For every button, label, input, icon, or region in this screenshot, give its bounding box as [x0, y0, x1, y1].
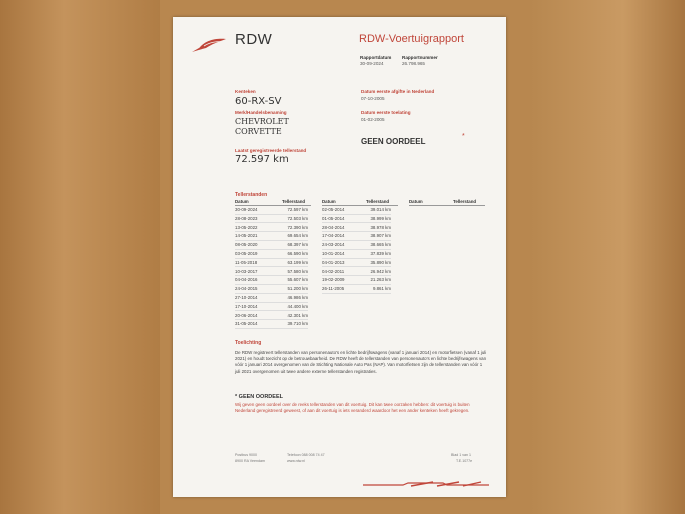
- reading-odometer: 38.665 km: [370, 242, 391, 248]
- report-page: [173, 17, 506, 497]
- reading-odometer: 46.986 km: [287, 295, 308, 300]
- reading-date: 30-09-2024: [235, 207, 258, 212]
- reading-date: 04-01-2013: [322, 259, 345, 265]
- reading-date: 04-04-2016: [235, 277, 258, 283]
- reading-date: 20-06-2014: [235, 312, 258, 318]
- footer-address-1: Postbus 9000: [235, 453, 257, 457]
- row-divider: [322, 222, 391, 223]
- col2-odo-header: Tellerstand: [366, 199, 390, 204]
- reading-odometer: 38.999 km: [370, 215, 391, 221]
- report-number-value: 26.798.965: [402, 61, 425, 66]
- reading-date: 24-03-2014: [322, 242, 345, 248]
- footer-web: www.rdw.nl: [287, 459, 305, 463]
- reading-date: 31-05-2014: [235, 321, 258, 327]
- footer-address-2: 8900 RA Veendam: [235, 459, 265, 463]
- footer-phone: Telefoon 088 008 74 47: [287, 453, 325, 457]
- row-divider: [235, 302, 308, 303]
- verdict-explanation: Wij geven geen oordeel over de reeks tellerstanden van dit voertuig. Dit kan twee oorzaken hebben: dit voertuig is buiten Nederland geregistreerd geweest, of aan dit voertuig is iets veranderd waardoor het een ander kenteken heeft gekregen.: [235, 402, 470, 414]
- make-label: Merk/Handelsbenaming: [235, 110, 287, 115]
- reading-date: 02-05-2014: [322, 207, 345, 212]
- reading-odometer: 55.607 km: [287, 277, 308, 283]
- reading-odometer: 72.390 km: [287, 224, 308, 230]
- row-divider: [322, 240, 391, 241]
- reading-date: 11-05-2018: [235, 259, 258, 265]
- report-date-value: 30-09-2024: [360, 61, 384, 66]
- row-divider: [235, 275, 308, 276]
- row-divider: [235, 222, 308, 223]
- explanation-body: De RDW registreert tellerstanden van personenauto's en lichte bedrijfswagens (vanaf 1 januari 2014) en motorfietsen (vanaf 1 juli 2021) en houdt toezicht op de betrouwbaarheid. De RDW heeft de tellerstanden van personenauto's en lichte bedrijfswagens van vóór 1 januari 2014 overgenomen van de Stichting Nationale Auto Pas (NAP). Van motorfietsen zijn de tellerstanden van vóór 1 juli 2021 overgenomen uit twee andere externe tellerstanden registraties.: [235, 350, 487, 374]
- report-number-label: Rapportnummer: [402, 55, 438, 60]
- footer-code: T.E.1077e: [456, 459, 473, 463]
- make-value: CHEVROLET: [235, 117, 289, 126]
- reading-date: 13-05-2022: [235, 224, 258, 230]
- reading-date: 26-11-2005: [322, 286, 345, 292]
- row-divider: [235, 266, 308, 267]
- reading-date: 28-04-2014: [322, 224, 345, 230]
- row-divider: [322, 231, 391, 232]
- col3-divider: [409, 205, 485, 206]
- plate-label: Kenteken: [235, 89, 256, 94]
- reading-date: 10-03-2017: [235, 268, 258, 274]
- col3-date-header: Datum: [409, 199, 423, 204]
- reading-date: 01-05-2014: [322, 215, 345, 221]
- row-divider: [322, 293, 391, 294]
- row-divider: [235, 319, 308, 320]
- report-title: RDW-Voertuigrapport: [359, 33, 464, 45]
- model-value: CORVETTE: [235, 127, 282, 136]
- reading-date: 03-05-2019: [235, 251, 258, 256]
- odometer-label: Laatst geregistreerde tellerstand: [235, 148, 307, 153]
- row-divider: [235, 231, 308, 232]
- wooden-table-left: [0, 0, 160, 514]
- row-divider: [235, 328, 308, 329]
- reading-odometer: 39.014 km: [370, 207, 391, 212]
- first-registration-nl-label: Datum eerste afgifte in Nederland: [361, 89, 435, 94]
- reading-date: 10-01-2014: [322, 251, 345, 256]
- reading-date: 08-05-2020: [235, 242, 258, 248]
- col2-divider: [322, 205, 398, 206]
- col3-odo-header: Tellerstand: [453, 199, 477, 204]
- reading-odometer: 38.907 km: [370, 233, 391, 239]
- row-divider: [322, 214, 391, 215]
- reading-odometer: 38.978 km: [370, 224, 391, 230]
- reading-date: 28-08-2023: [235, 215, 258, 221]
- row-divider: [322, 275, 391, 276]
- col1-odo-header: Tellerstand: [282, 199, 306, 204]
- odometer-value: 72.597 km: [235, 154, 289, 165]
- row-divider: [235, 249, 308, 250]
- row-divider: [235, 240, 308, 241]
- reading-date: 27-10-2014: [235, 295, 258, 300]
- first-registration-nl-value: 07-10-2005: [361, 96, 385, 101]
- brand-name: RDW: [235, 31, 273, 48]
- reading-odometer: 51.200 km: [287, 286, 308, 292]
- row-divider: [322, 258, 391, 259]
- row-divider: [322, 249, 391, 250]
- reading-odometer: 68.397 km: [287, 242, 308, 248]
- verdict-heading: * GEEN OORDEEL: [235, 394, 283, 400]
- row-divider: [235, 293, 308, 294]
- row-divider: [235, 284, 308, 285]
- reading-odometer: 42.301 km: [287, 312, 308, 318]
- verdict-asterisk: *: [462, 133, 465, 140]
- row-divider: [235, 258, 308, 259]
- reading-odometer: 66.590 km: [287, 251, 308, 256]
- reading-date: 17-04-2014: [322, 233, 345, 239]
- reading-odometer: 39.710 km: [287, 321, 308, 327]
- col2-date-header: Datum: [322, 199, 336, 204]
- report-date-label: Rapportdatum: [360, 55, 392, 60]
- readings-title: Tellerstanden: [235, 192, 268, 198]
- plate-value: 60-RX-SV: [235, 96, 282, 107]
- row-divider: [235, 310, 308, 311]
- reading-date: 14-05-2021: [235, 233, 258, 239]
- first-admission-label: Datum eerste toelating: [361, 110, 411, 115]
- reading-date: 19-02-2009: [322, 277, 345, 283]
- reading-odometer: 69.654 km: [287, 233, 308, 239]
- verdict-text: GEEN OORDEEL: [361, 137, 426, 146]
- row-divider: [322, 266, 391, 267]
- reading-date: 04-02-2011: [322, 268, 345, 274]
- explanation-title: Toelichting: [235, 340, 262, 346]
- wooden-table-right: [530, 0, 685, 514]
- rdw-logo-icon: [190, 36, 228, 54]
- row-divider: [322, 284, 391, 285]
- reading-odometer: 26.942 km: [370, 268, 391, 274]
- col1-date-header: Datum: [235, 199, 249, 204]
- reading-odometer: 57.580 km: [287, 268, 308, 274]
- first-admission-value: 01-02-2005: [361, 117, 385, 122]
- row-divider: [235, 214, 308, 215]
- reading-odometer: 9.861 km: [372, 286, 391, 292]
- reading-odometer: 35.890 km: [370, 259, 391, 265]
- reading-odometer: 44.400 km: [287, 303, 308, 309]
- reading-date: 24-04-2015: [235, 286, 258, 292]
- reading-odometer: 72.597 km: [287, 207, 308, 212]
- reading-odometer: 63.199 km: [287, 259, 308, 265]
- footer-page: Blad 1 van 1: [451, 453, 471, 457]
- reading-odometer: 72.503 km: [287, 215, 308, 221]
- reading-date: 17-10-2014: [235, 303, 258, 309]
- footer-stripe-decoration: [363, 479, 493, 489]
- reading-odometer: 21.263 km: [370, 277, 391, 283]
- reading-odometer: 37.839 km: [370, 251, 391, 256]
- col1-divider: [235, 205, 311, 206]
